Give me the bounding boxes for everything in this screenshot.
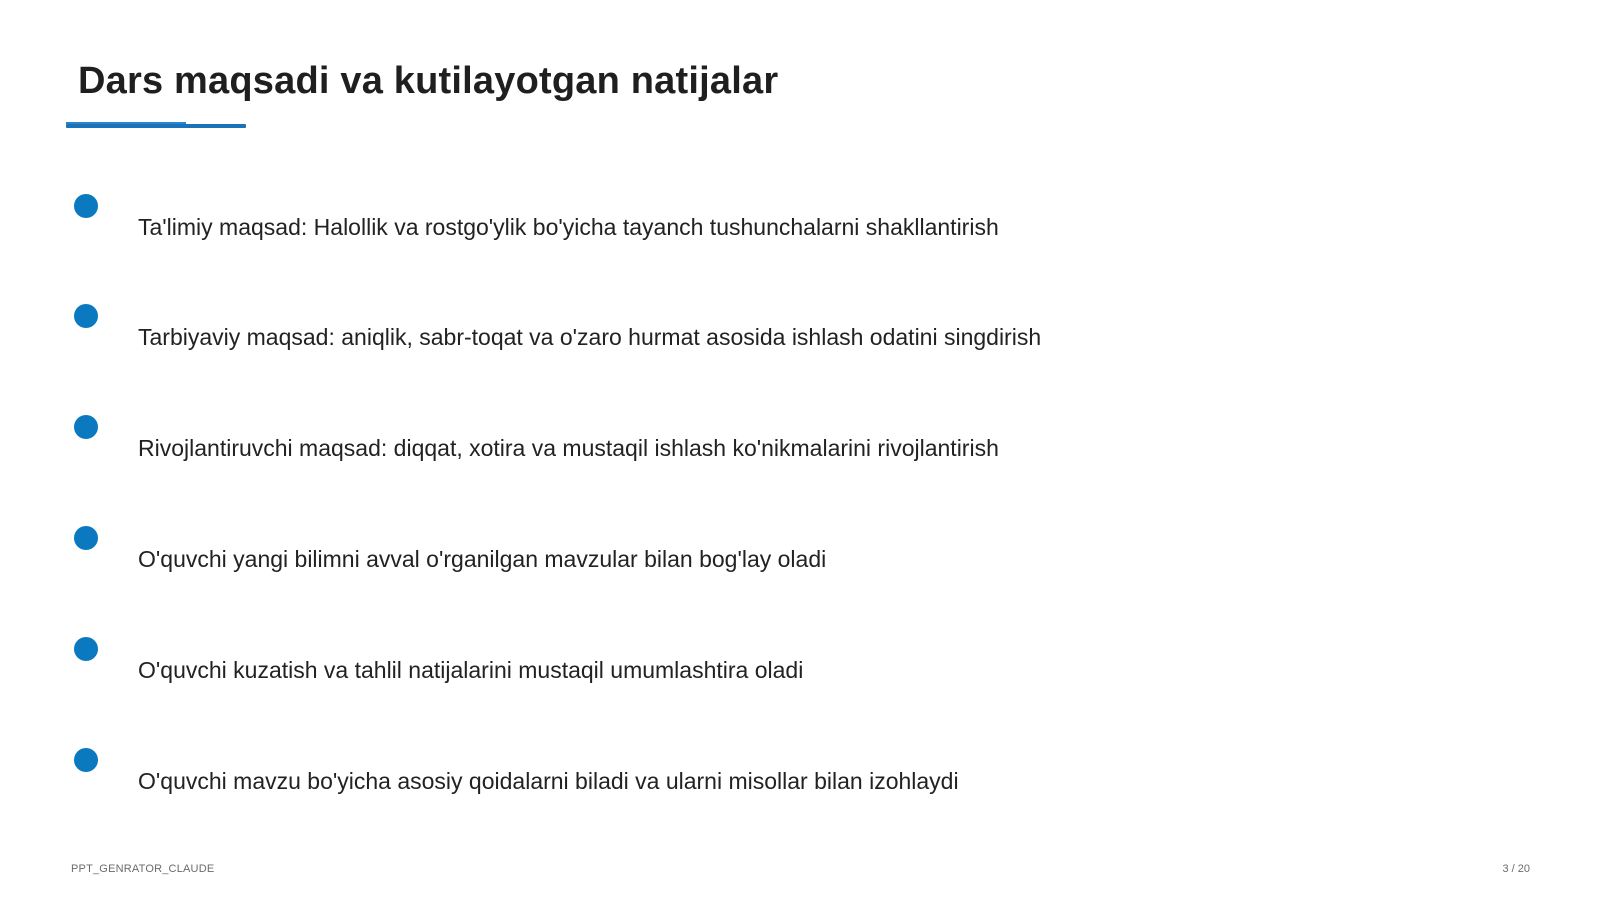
bullet-item: [0, 526, 1600, 626]
bullet-text: Ta'limiy maqsad: Halollik va rostgo'ylik bo'yicha tayanch tushunchalarni shakllantirish: [138, 214, 999, 240]
bullet-dot-icon: [74, 526, 98, 550]
bullet-text: Rivojlantiruvchi maqsad: diqqat, xotira va mustaqil ishlash ko'nikmalarini rivojlantirish: [138, 435, 999, 461]
slide-title: Dars maqsadi va kutilayotgan natijalar: [78, 60, 779, 102]
bullet-dot-icon: [74, 415, 98, 439]
page-indicator: 3 / 20: [1502, 863, 1530, 875]
footer-source: PPT_GENRATOR_CLAUDE: [71, 863, 215, 875]
bullet-dot-icon: [74, 304, 98, 328]
bullet-dot-icon: [74, 748, 98, 772]
bullet-dot-icon: [74, 194, 98, 218]
bullet-text: O'quvchi yangi bilimni avval o'rganilgan mavzular bilan bog'lay oladi: [138, 546, 827, 572]
bullet-item: [0, 748, 1600, 848]
bullet-item: [0, 194, 1600, 294]
bullet-item: [0, 637, 1600, 737]
bullet-text: Tarbiyaviy maqsad: aniqlik, sabr-toqat va o'zaro hurmat asosida ishlash odatini singdirish: [138, 324, 1042, 350]
bullet-item: [0, 415, 1600, 515]
bullet-text: O'quvchi mavzu bo'yicha asosiy qoidalarni biladi va ularni misollar bilan izohlaydi: [138, 768, 959, 794]
bullet-text: O'quvchi kuzatish va tahlil natijalarini mustaqil umumlashtira oladi: [138, 657, 804, 683]
bullet-dot-icon: [74, 637, 98, 661]
bullet-item: [0, 304, 1600, 404]
